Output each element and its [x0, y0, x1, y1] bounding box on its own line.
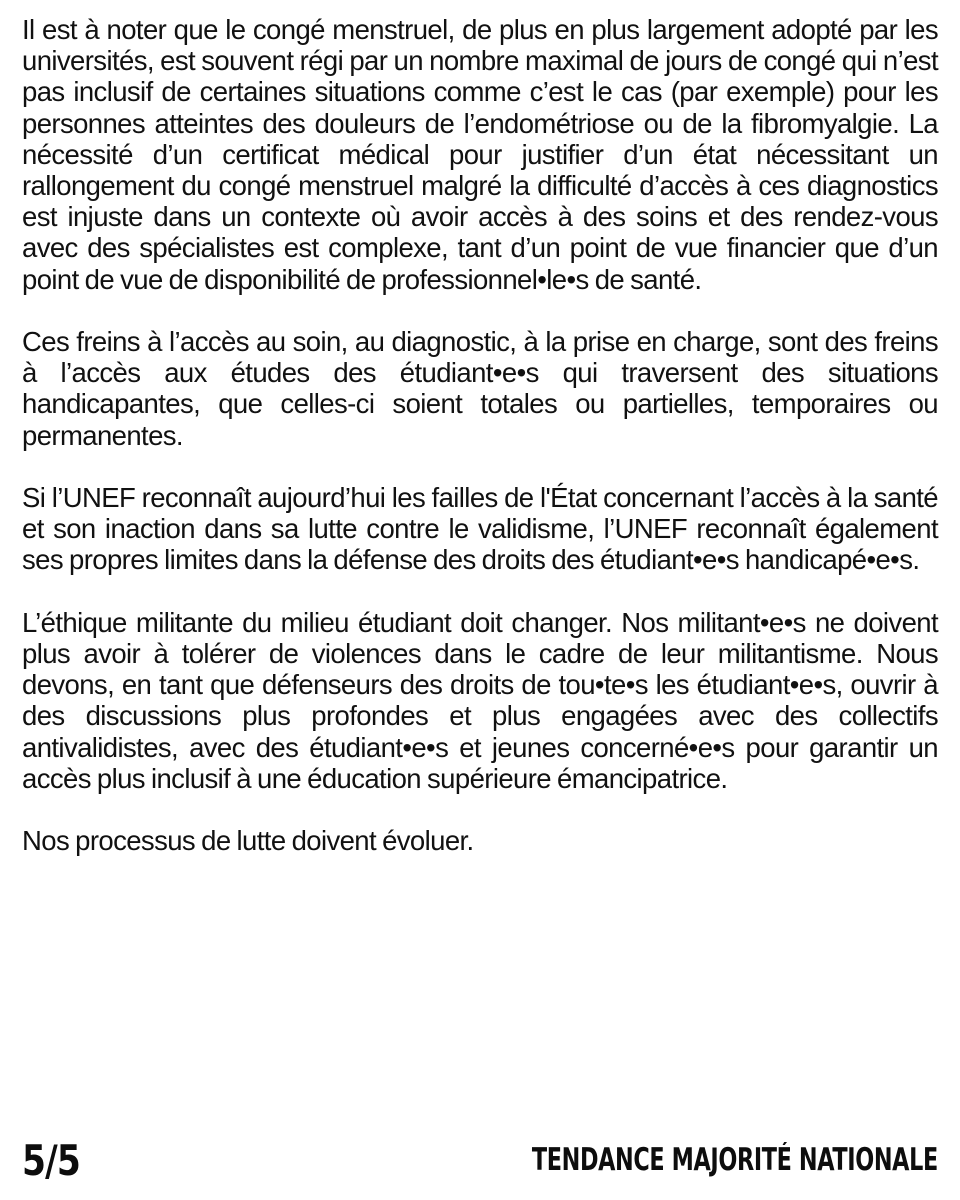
paragraph-militant-ethics: L’éthique militante du milieu étudiant doit changer. Nos militant•e•s ne doivent plus avoir à tolérer de violences dans le cadre de leur militantisme. Nous devons, en tant que défenseurs des droits de tou•te•s les étudiant•e•s, ouvrir à des discussions plus profondes et plus engagées avec des collectifs antivalidistes, avec des étudiant•e•s et jeunes concerné•e•s pour garantir un accès plus inclusif à une éducation supérieure émancipatrice. — [22, 606, 938, 794]
paragraph-menstrual-leave: Il est à noter que le congé menstruel, de plus en plus largement adopté par les universités, est souvent régi par un nombre maximal de jours de congé qui n’est pas inclusif de certaines situations comme c’est le cas (par exemple) pour les personnes atteintes des douleurs de l’endométriose ou de la fibromyalgie. La nécessité d’un certificat médical pour justifier d’un état nécessitant un rallongement du congé menstruel malgré la difficulté d’accès à ces diagnostics est injuste dans un contexte où avoir accès à des soins et des rendez-vous avec des spécialistes est complexe, tant d’un point de vue financier que d’un point de vue de disponibilité de professionnel•le•s de santé. — [22, 14, 938, 295]
footer — [22, 1134, 938, 1186]
paragraph-unef-limits: Si l’UNEF reconnaît aujourd’hui les failles de l'État concernant l’accès à la santé et son inaction dans sa lutte contre le validisme, l’UNEF reconnaît également ses propres limites dans la défense des droits des étudiant•e•s handicapé•e•s. — [22, 482, 938, 576]
page-number: 5/5 — [22, 1135, 81, 1185]
footer-title: TENDANCE MAJORITÉ NATIONALE — [532, 1142, 938, 1178]
paragraph-access-barriers: Ces freins à l’accès au soin, au diagnostic, à la prise en charge, sont des freins à l’accès aux études des étudiant•e•s qui traversent des situations handicapantes, que celles-ci soient totales ou partielles, temporaires ou permanentes. — [22, 326, 938, 451]
body-text — [22, 14, 938, 856]
paragraph-conclusion: Nos processus de lutte doivent évoluer. — [22, 825, 474, 857]
